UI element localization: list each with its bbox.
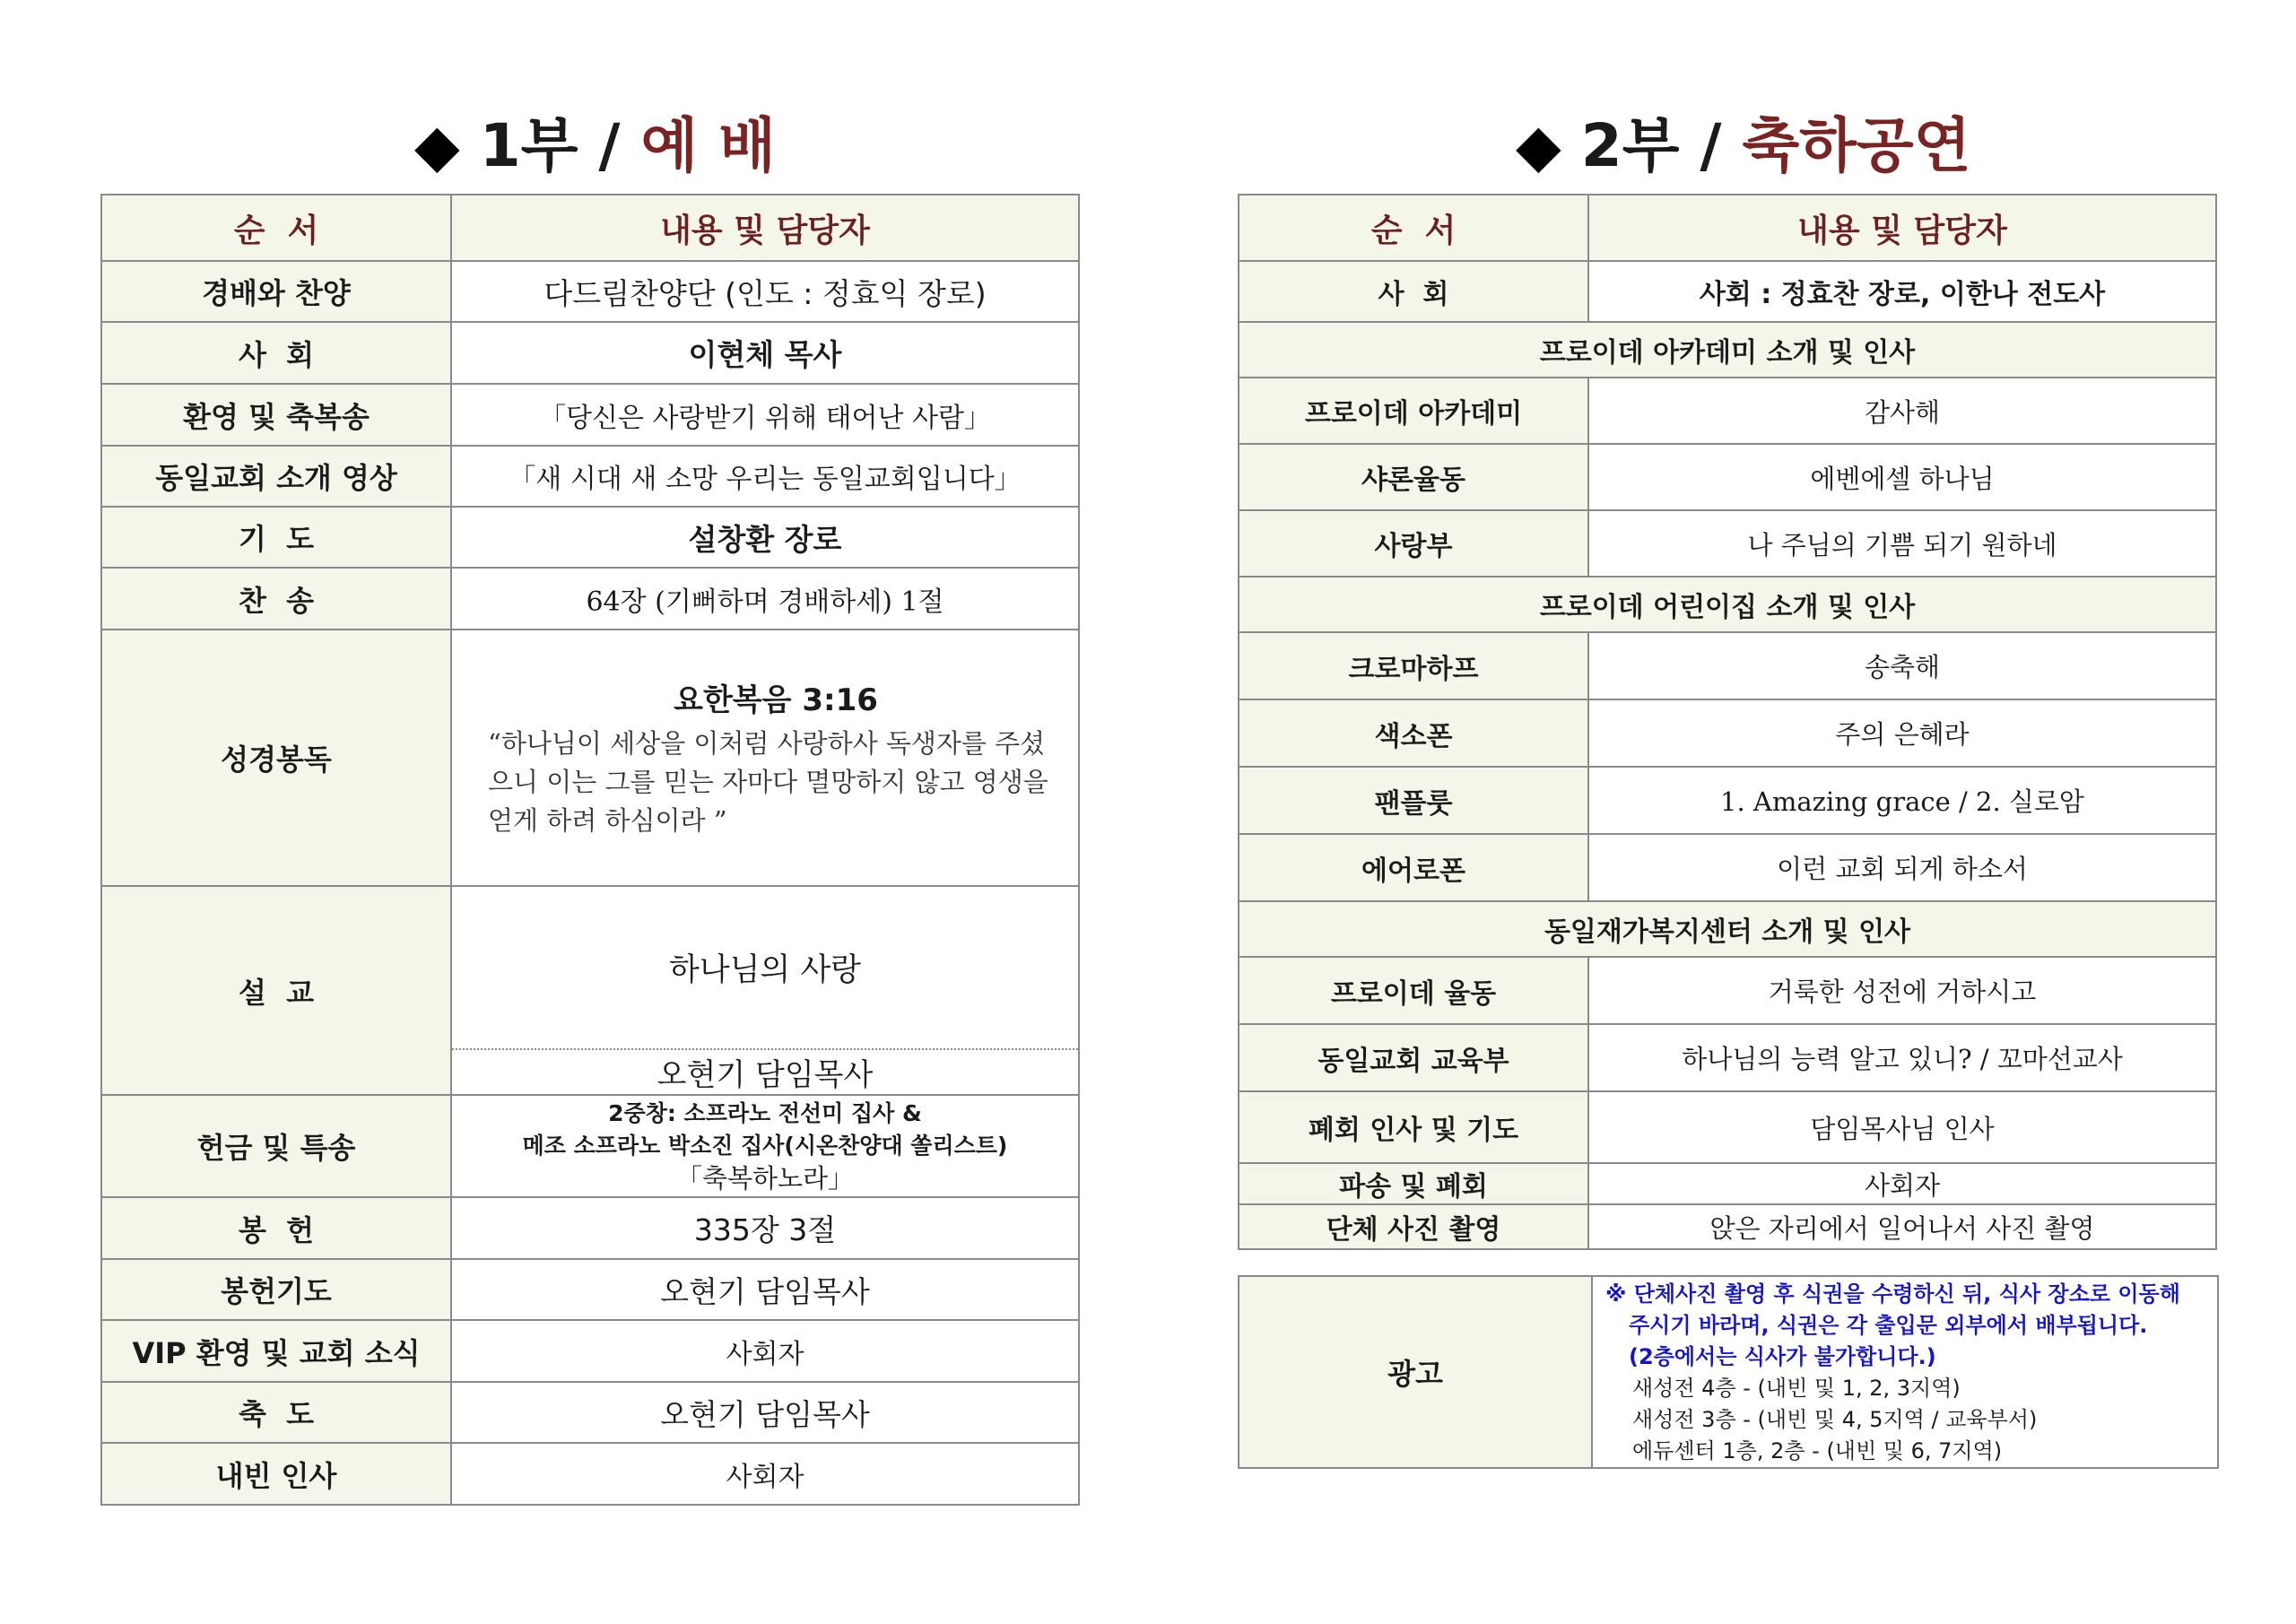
row-value: 송축해 [1588, 632, 2216, 699]
part2-title-accent: 축하공연 [1742, 111, 1971, 180]
row-label: 프로이데 아카데미 [1239, 378, 1588, 444]
header-order: 순 서 [101, 195, 451, 261]
meal-notice-line: ※ 단체사진 촬영 후 식권을 수령하신 뒤, 식사 장소로 이동해 [1605, 1281, 2180, 1307]
row-label: 동일교회 소개 영상 [101, 446, 451, 507]
row-label: 파송 및 폐회 [1239, 1163, 1588, 1204]
row-value: 이런 교회 되게 하소서 [1588, 834, 2216, 901]
part1-title-accent: 예 배 [640, 111, 777, 180]
offering-label: 헌금 및 특송 [101, 1095, 451, 1197]
row-value: 오현기 담임목사 [451, 1259, 1079, 1320]
row-value: 설창환 장로 [451, 507, 1079, 568]
row-label: 찬 송 [101, 568, 451, 630]
meal-location: 새성전 3층 - (내빈 및 4, 5지역 / 교육부서) [1632, 1407, 2038, 1432]
row-value: 앉은 자리에서 일어나서 사진 촬영 [1588, 1204, 2216, 1249]
announcement-table [1238, 1275, 2219, 1469]
scripture-text: “하나님이 세상을 이처럼 사랑하사 독생자를 주셨으니 이는 그를 믿는 자마다 멸망하지 않고 영생을 얻게 하려 하심이라 ” [488, 728, 1048, 836]
row-label: 폐회 인사 및 기도 [1239, 1091, 1588, 1163]
row-label: 경배와 찬양 [101, 261, 451, 322]
row-label: 동일교회 교육부 [1239, 1024, 1588, 1091]
header-order: 순 서 [1239, 195, 1588, 261]
part2-program-table [1238, 194, 2217, 1250]
diamond-icon: ◆ [414, 111, 460, 180]
row-value: 「당신은 사랑받기 위해 태어난 사람」 [451, 384, 1079, 446]
row-label: 크로마하프 [1239, 632, 1588, 699]
row-value: 64장 (기뻐하며 경배하세) 1절 [451, 568, 1079, 630]
row-value: 하나님의 능력 알고 있니? / 꼬마선교사 [1588, 1024, 2216, 1091]
announcement-label: 광고 [1239, 1276, 1592, 1468]
meal-location: 새성전 4층 - (내빈 및 1, 2, 3지역) [1632, 1376, 1961, 1401]
row-value: 거룩한 성전에 거하시고 [1588, 957, 2216, 1024]
row-label: 축 도 [101, 1382, 451, 1443]
scripture-label: 성경봉독 [101, 630, 451, 886]
row-label: 샤론율동 [1239, 444, 1588, 510]
meal-location: 에듀센터 1층, 2층 - (내빈 및 6, 7지역) [1632, 1438, 2003, 1463]
row-value: 나 주님의 기쁨 되기 원하네 [1588, 510, 2216, 577]
scripture-cell [451, 630, 1079, 886]
host-label: 사 회 [1239, 261, 1588, 322]
row-value: 감사해 [1588, 378, 2216, 444]
part1-title-main: 1부 / [479, 111, 641, 180]
row-label: 에어로폰 [1239, 834, 1588, 901]
offering-song: 「축복하노라」 [675, 1163, 855, 1194]
announcement-content [1592, 1276, 2218, 1468]
section-header: 동일재가복지센터 소개 및 인사 [1239, 901, 2216, 957]
offering-line1: 2중창: 소프라노 전선미 집사 & [608, 1100, 922, 1126]
row-label: VIP 환영 및 교회 소식 [101, 1320, 451, 1382]
row-value: 다드림찬양단 (인도 : 정효익 장로) [451, 261, 1079, 322]
header-content: 내용 및 담당자 [1588, 195, 2216, 261]
part1-program-table [100, 194, 1080, 1506]
row-value: 주의 은혜라 [1588, 699, 2216, 767]
row-label: 사 회 [101, 322, 451, 384]
row-label: 사랑부 [1239, 510, 1588, 577]
row-value: 335장 3절 [451, 1197, 1079, 1259]
row-value: 사회자 [451, 1320, 1079, 1382]
row-label: 내빈 인사 [101, 1443, 451, 1505]
part2-title-main: 2부 / [1580, 111, 1743, 180]
row-label: 기 도 [101, 507, 451, 568]
row-label: 봉헌기도 [101, 1259, 451, 1320]
header-content: 내용 및 담당자 [451, 195, 1079, 261]
meal-notice-line: (2층에서는 식사가 불가합니다.) [1629, 1344, 1936, 1369]
row-label: 팬플룻 [1239, 767, 1588, 834]
row-label: 단체 사진 촬영 [1239, 1204, 1588, 1249]
sermon-preacher: 오현기 담임목사 [451, 1049, 1079, 1095]
offering-line2: 메조 소프라노 박소진 집사(시온찬양대 쏠리스트) [522, 1133, 1008, 1159]
scripture-title: 요한복음 3:16 [674, 682, 878, 718]
section-header: 프로이데 어린이집 소개 및 인사 [1239, 577, 2216, 632]
row-value: 1. Amazing grace / 2. 실로암 [1588, 767, 2216, 834]
meal-notice [1605, 1279, 2208, 1373]
sermon-label: 설 교 [101, 886, 451, 1095]
section-header: 프로이데 아카데미 소개 및 인사 [1239, 322, 2216, 378]
part2-title [1516, 106, 1971, 187]
row-label: 색소폰 [1239, 699, 1588, 767]
row-label: 봉 헌 [101, 1197, 451, 1259]
row-label: 환영 및 축복송 [101, 384, 451, 446]
row-value: 오현기 담임목사 [451, 1382, 1079, 1443]
row-value: 사회자 [1588, 1163, 2216, 1204]
meal-notice-line: 주시기 바라며, 식권은 각 출입문 외부에서 배부됩니다. [1629, 1313, 2148, 1338]
row-value: 「새 시대 새 소망 우리는 동일교회입니다」 [451, 446, 1079, 507]
sermon-title: 하나님의 사랑 [451, 886, 1079, 1049]
row-value: 에벤에셀 하나님 [1588, 444, 2216, 510]
row-value: 이현체 목사 [451, 322, 1079, 384]
diamond-icon: ◆ [1516, 111, 1561, 180]
row-value: 담임목사님 인사 [1588, 1091, 2216, 1163]
row-label: 프로이데 율동 [1239, 957, 1588, 1024]
host-value: 사회 : 정효찬 장로, 이한나 전도사 [1588, 261, 2216, 322]
offering-cell [451, 1095, 1079, 1197]
part1-title [414, 106, 776, 187]
row-value: 사회자 [451, 1443, 1079, 1505]
